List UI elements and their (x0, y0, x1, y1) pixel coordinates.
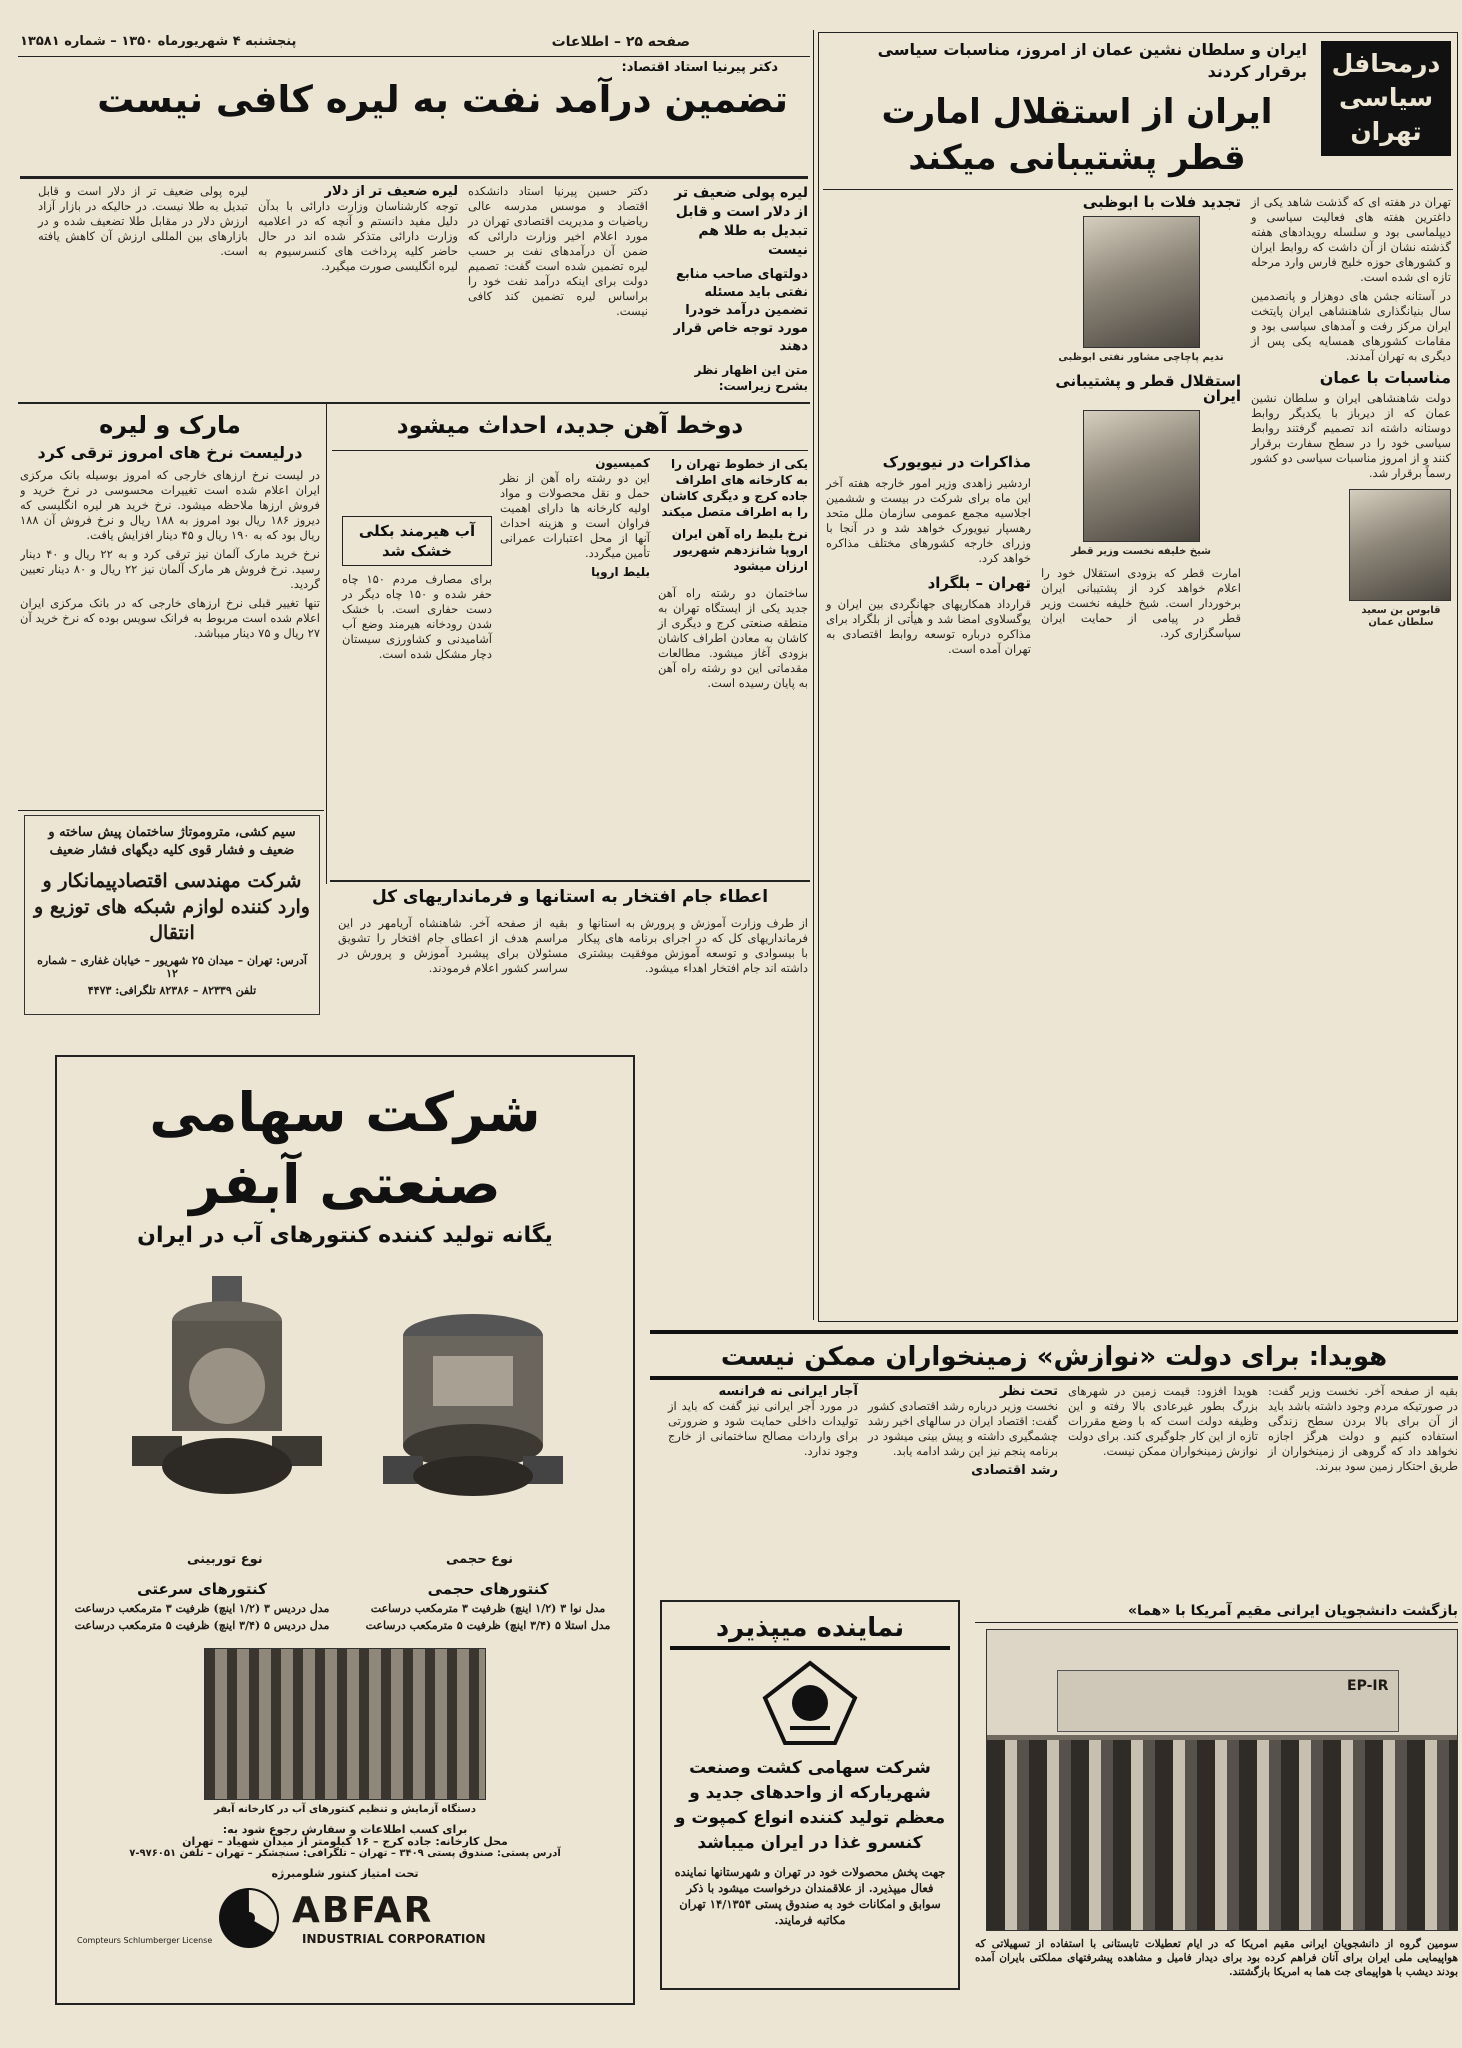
engineering-ad-line2: شرکت مهندسی اقتصادپیمانکار و وارد کننده لوازم شبکه های توزیع و انتقال (34, 870, 310, 944)
shahriar-ad (660, 1600, 960, 1990)
fast-meters-heading: کنتورهای سرعتی (137, 1580, 267, 1598)
mark-lira-sub: درلیست نرخ های امروز ترقی کرد (37, 443, 303, 462)
trophy-body-2: بقیه از صفحه آخر. شاهنشاه آریامهر در این مراسم هدف از اعطای جام افتخار را تشویق مسئولان برای پیشبرد آموزش و پرورش در سراسر کشور اعلام فرمودند. (338, 916, 568, 975)
water-meter-turbine-icon (127, 1266, 327, 1536)
lira-sub-1: لیره پولی ضعیف تر از دلار است و قابل تبدیل به طلا هم نیست (674, 185, 808, 258)
abfar-factory-address: محل کارخانه: جاده کرج – ۱۶ کیلومتر از میدان شهیاد – تهران (182, 1835, 508, 1848)
sub-qatar: استقلال قطر و پشتیبانی ایران (1055, 372, 1241, 405)
sub-oman: مناسبات با عمان (1319, 368, 1451, 387)
mark-lira-body-1: در لیست نرخ ارزهای خارجی که امروز بوسیله بانک مرکزی ایران اعلام شده است تغییرات محسوسی در نرخ خرید و فروش ارزها ملاحظه میشود. نرخ خرید هر لیره انگلیسی که دیروز ۱۸۶ ریال بود امروز به ۱۸۸ ریال و نرخ فروش آن ۱۸۸ ریال بود که به ۱۹۰ ریال و ۴۵ دینار افزایش یافت. (20, 468, 320, 542)
qatar-body-5: اردشیر زاهدی وزیر امور خارجه هفته آخر این ماه برای شرکت در بیست و ششمین اجلاسیه مجمع عمومی سازمان ملل متحد رهسپار نیویورک خواهد شد و در آنجا با وزرای خارجه کشورهای مختلف مذاکره خواهد کرد. (826, 476, 1031, 565)
fast-model-1: مدل دردیس ۳ (۱/۲ اینچ) ظرفیت ۳ مترمکعب درساعت (74, 1602, 330, 1615)
shahriar-logo-icon (760, 1658, 860, 1748)
hoveyda-sub-3: رشد اقتصادی (971, 1463, 1058, 1478)
masthead-date: پنجشنبه ۴ شهریورماه ۱۳۵۰ – شماره ۱۳۵۸۱ (20, 34, 297, 49)
railway-sub-5: آب هیرمند بکلی خشک شد (342, 516, 492, 566)
caption-khalifa: شیخ خلیفه نخست وزیر قطر (1071, 546, 1211, 557)
engineering-ad (24, 815, 320, 1015)
hoveyda-headline: هویدا: برای دولت «نوازش» زمینخواران ممکن نیست (720, 1342, 1388, 1372)
abfar-license: تحت امتیاز کنتور شلومبرژه (271, 1867, 419, 1880)
khalifa-photo (1083, 410, 1200, 542)
sub-belgrade: تهران – بلگراد (927, 574, 1031, 592)
railway-sub-2: نرخ بلیط راه آهن ایران اروپا شانزدهم شهریور ارزان میشود (671, 527, 808, 573)
abfar-ad (55, 1055, 635, 2005)
volume-meters-heading: کنتورهای حجمی (427, 1580, 549, 1598)
label-volumetric: نوع حجمی (445, 1552, 513, 1567)
abfar-logo-icon (217, 1886, 281, 1950)
abfar-title: شرکت سهامی صنعتی آبفر (149, 1081, 541, 1216)
mark-lira-body-2: نرخ خرید مارک آلمان نیز ترقی کرد و به ۲۲ ریال و ۴۰ دینار رسید. نرخ فروش هر مارک آلمان نیز ۲۲ ریال و ۸۰ دینار تعیین گردید. (20, 547, 320, 591)
abfar-license-en: Compteurs Schlumberger License (77, 1936, 213, 1945)
factory-photo (204, 1648, 486, 1800)
railway-sub-1: یکی از خطوط تهران را به کارخانه های اطراف جاده کرج و دیگری کاشان را به اطراف متصل میکند (660, 457, 808, 519)
trophy-article (332, 884, 808, 1049)
trophy-body-1: از طرف وزارت آموزش و پرورش به استانها و فرمانداریهای کل که در اجرای برنامه های پیکار با بیسوادی و توسعه آموزش موفقیت بیشتری داشته اند جام افتخار اهداء میشود. (578, 916, 808, 975)
engineering-ad-address: آدرس: تهران – میدان ۲۵ شهریور – خیابان غفاری – شماره ۱۲ (37, 954, 307, 980)
volume-model-2: مدل استلا ۵ (۳/۴ اینچ) ظرفیت ۵ مترمکعب درساعت (365, 1619, 611, 1632)
volume-model-1: مدل نوا ۳ (۱/۲ اینچ) ظرفیت ۳ مترمکعب درساعت (370, 1602, 606, 1615)
abfar-tagline: یگانه تولید کننده کنتورهای آب در ایران (137, 1223, 553, 1248)
lira-sub-4: لیره ضعیف تر از دلار (324, 184, 458, 199)
qatar-headline: ایران از استقلال امارت قطر پشتیبانی میکند (881, 92, 1273, 178)
hoveyda-body-3: نخست وزیر درباره رشد اقتصادی کشور گفت: اقتصاد ایران در سالهای اخیر رشد چشمگیری داشته و پیش بینی میشود در برنامه پنجم نیز این رشد ادامه یابد. (867, 1399, 1058, 1458)
shahriar-ad-body1: شرکت سهامی کشت وصنعت شهریارکه از واحدهای جدید و معظم تولید کننده انواع کمپوت و کنسرو غذا در ایران میباشد (674, 1758, 946, 1853)
masthead-page: صفحه ۲۵ – اطلاعات (551, 34, 690, 50)
students-photo (986, 1629, 1458, 1931)
lira-headline: تضمین درآمد نفت به لیره کافی نیست (97, 78, 788, 121)
railway-body-3: برای مصارف مردم ۱۵۰ چاه حفر شده و ۱۵۰ چاه دیگر در دست حفاری است. با خشک شدن رودخانه هیرمند وضع آب آشامیدنی و کشاورزی سیستان دچار مشکل شده است. (342, 572, 492, 661)
lira-sub-3: متن این اظهار نظر بشرح زیراست: (694, 363, 808, 393)
mark-lira-headline: مارک و لیره (99, 411, 241, 439)
lira-kicker: دکتر پیرنیا استاد اقتصاد: (621, 60, 778, 75)
section-badge: درمحافل سیاسی تهران (1321, 41, 1451, 156)
hoveyda-sub-1: تحت نظر (999, 1384, 1058, 1399)
aircraft-registration: EP-IR (1347, 1678, 1389, 1694)
pachachi-photo (1083, 216, 1200, 348)
lira-article (20, 60, 808, 400)
qatar-kicker: ایران و سلطان نشین عمان از امروز، مناسبات سیاسی برقرار کردند (877, 40, 1307, 81)
sub-abudhabi: تجدید فلات با ابوظبی (1082, 193, 1241, 211)
railway-headline: دوخط آهن جدید، احداث میشود (396, 413, 744, 439)
abfar-logo-text: ABFAR (292, 1890, 434, 1931)
railway-body-1: ساختمان دو رشته راه آهن جدید یکی از ایستگاه تهران به منطقه صنعتی کرج و دیگری از کاشان به معادن اطراف کاشان بزودی آغاز میشود. مطالعات مقدماتی این دو رشته راه آهن به پایان رسیده است. (658, 585, 808, 690)
masthead (20, 32, 810, 54)
mark-lira-article (20, 408, 320, 808)
caption-qaboos: قابوس بن سعید سلطان عمان (1361, 605, 1441, 628)
abfar-logo-subtext: INDUSTRIAL CORPORATION (302, 1932, 486, 1946)
label-turbine: نوع توربینی (187, 1552, 263, 1567)
abfar-postal-address: آدرس پستی: صندوق پستی ۳۴۰۹ – تهران – تلگرافی: سنجشکر – تهران – تلفن ۹۷۶۰۵۱-۷ (129, 1848, 561, 1859)
qatar-body-6: قرارداد همکاریهای جهانگردی بین ایران و یوگسلاوی امضا شد و هیأتی از بلگراد برای مذاکره درباره توسعه روابط اقتصادی به تهران آمده است. (826, 597, 1031, 656)
caption-pachachi: ندیم پاچاچی مشاور نفتی ابوظبی (1058, 352, 1224, 363)
hoveyda-body-1: بقیه از صفحه آخر. نخست وزیر گفت: در صورتیکه مردم وجود داشته باشد باید از آن برای بالا بردن سطح زندگی استفاده کنیم و دولت هرگز اجازه نخواهد داد که گروهی از زمینخواران از طریق احتکار زمین سود ببرند. (1268, 1384, 1458, 1473)
qatar-body-1: تهران در هفته ای که گذشت شاهد یکی از داغترین هفته های فعالیت سیاسی و دیپلماسی بود و سلسله رویدادهای هفته گذشته نشان از آن داشت که روابط ایران و کشورهای حوزه خلیج فارس وارد مرحله تازه ای شده است. (1251, 195, 1451, 284)
lira-body-3: لیره پولی ضعیف تر از دلار است و قابل تبدیل به طلا نیست. در حالیکه در بازار آزاد ارزش دلار در مقابل طلا تضعیف شده و در بازارهای بین المللی ارزش آن کاهش یافته است. (38, 184, 248, 258)
lira-body-1: دکتر حسین پیرنیا استاد دانشکده اقتصاد و موسس مدرسه عالی ریاضیات و مدیریت اقتصادی تهران در مورد اعلام اخیر وزارت دارائی که ضمن آن درآمدهای نفت بر حسب لیره تضمین شده است گفت: تصمیم دولت برای اینکه درآمد نفت خود را براساس لیره تضمین کند کافی نیست. (468, 184, 648, 318)
students-headline: بازگشت دانشجویان ایرانی مقیم آمریکا با «هما» (975, 1600, 1458, 1623)
railway-sub-3: کمیسیون (595, 456, 650, 470)
railway-body-2: این دو رشته راه آهن از نظر حمل و نقل محصولات و مواد اولیه کارخانه ها دارای اهمیت فراوان است و هزینه احداث آنها از محل اعتبارات عمرانی تأمین میگردد. (500, 471, 650, 560)
sub-un: مذاکرات در نیویورک (882, 453, 1031, 471)
engineering-ad-line1: سیم کشی، متروموتاژ ساختمان پیش ساخته و ضعیف و فشار قوی کلیه دیگهای فشار ضعیف (48, 825, 296, 858)
shahriar-ad-body2: جهت پخش محصولات خود در تهران و شهرستانها نماینده فعال میپذیرد. از علاقمندان درخواست میشود با ذکر سوابق و امکانات خود به صندوق پستی ۱۴/۱۳۵۴ تهران مکاتبه فرمایند. (674, 1865, 946, 1927)
abfar-info: برای کسب اطلاعات و سفارش رجوع شود به: (222, 1823, 468, 1836)
qaboos-photo (1349, 489, 1451, 601)
railway-article (332, 408, 808, 873)
lira-sub-2: دولتهای صاحب منابع نفتی باید مسئله تضمین درآمد خودرا مورد توجه خاص قرار دهند (673, 267, 808, 354)
railway-sub-4: بلیط اروپا (591, 565, 650, 579)
water-meter-volumetric-icon (373, 1276, 573, 1526)
shahriar-ad-title: نماینده میپذیرد (715, 1613, 905, 1643)
students-caption: سومین گروه از دانشجویان ایرانی مقیم امریکا که در ایام تعطیلات تابستانی با استفاده از تسهیلاتی که هواپیمایی ملی ایران برای آنان فراهم کرده بود برای دیدار فامیل و مشاهده پیشرفتهای مملکتی بایران آمده بودند دیشب با هواپیمای جت هما به امریکا بازگشتند. (975, 1938, 1458, 1978)
lira-body-2: توجه کارشناسان وزارت دارائی با بدآن دلیل مفید دانستم و آنچه که در اعلامیه وزارت دارائی متذکر شده اند در حال حاضر کلیه پرداخت های کنسرسیوم به لیره انگلیسی صورت میگیرد. (258, 199, 458, 273)
qatar-body-4: امارت قطر که بزودی استقلال خود را اعلام خواهد کرد از پشتیبانی ایران برخوردار است. شیخ خلیفه نخست وزیر قطر در پیامی از حمایت ایران سپاسگزاری کرد. (1041, 566, 1241, 640)
mark-lira-body-3: تنها تغییر قبلی نرخ ارزهای خارجی که در بانک مرکزی ایران اعلام شده است مربوط به فرانک سویس بوده که نرخ خرید آن ۲۷ ریال و ۷۵ دینار میباشد. (20, 596, 320, 640)
trophy-headline: اعطاء جام افتخار به استانها و فرمانداریهای کل (371, 887, 769, 907)
hoveyda-sub-2: آجار ایرانی نه فرانسه (718, 1384, 858, 1399)
engineering-ad-phone: تلفن ۸۲۳۳۹ – ۸۲۳۸۶ تلگرافی: ۴۴۷۳ (87, 984, 257, 997)
students-article (975, 1600, 1458, 2020)
qatar-body-2: در آستانه جشن های دوهزار و پانصدمین سال بنیانگذاری شاهنشاهی ایران پایتخت ایران مرکز رفت و آمدهای سیاسی بود و مقامات کشورهای همسایه یکی پس از دیگری به تهران آمدند. (1251, 289, 1451, 363)
hoveyda-article (650, 1330, 1458, 1590)
hoveyda-body-2: هویدا افزود: قیمت زمین در شهرهای بزرگ بطور غیرعادی بالا رفته و این وظیفه دولت است که با وضع مقررات تازه از این کار جلوگیری کند. برای دولت نوازش زمینخواران ممکن نیست. (1068, 1384, 1258, 1458)
hoveyda-body-4: در مورد آجر ایرانی نیز گفت که باید از تولیدات داخلی حمایت شود و ضرورتی برای واردات مصالح ساختمانی از خارج وجود ندارد. (668, 1399, 858, 1458)
factory-caption: دستگاه آزمایش و تنظیم کنتورهای آب در کارخانه آبفر (213, 1804, 477, 1815)
qatar-section (818, 32, 1458, 1322)
qatar-body-3: دولت شاهنشاهی ایران و سلطان نشین عمان که از دیرباز با یکدیگر روابط دوستانه داشته اند تصمیم گرفتند روابط سیاسی خود را در سطح سفارت برقرار کنند و از امروز مناسبات سیاسی دو کشور رسماً برقرار شد. (1251, 391, 1451, 480)
fast-model-2: مدل دردیس ۵ (۳/۴ اینچ) ظرفیت ۵ مترمکعب درساعت (74, 1619, 330, 1632)
